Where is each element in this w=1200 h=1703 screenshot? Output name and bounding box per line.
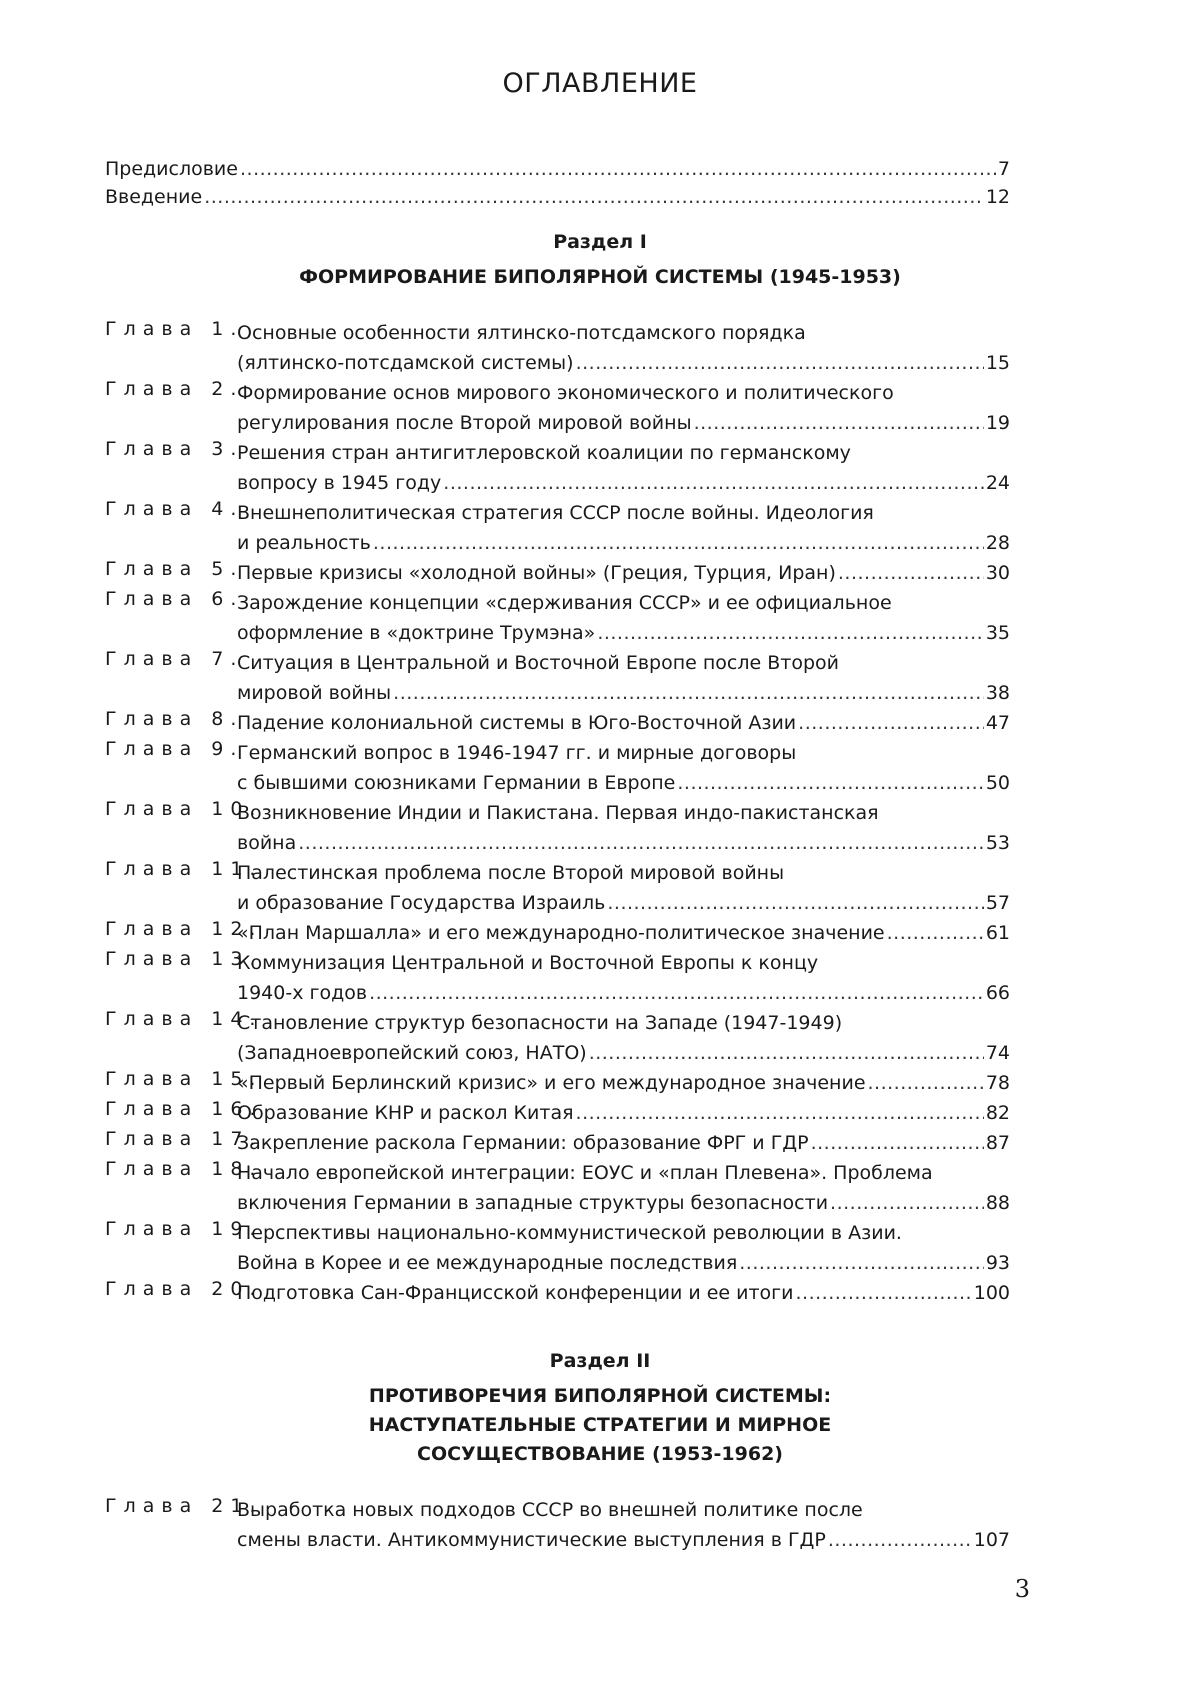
chapter-title-line: (Западноевропейский союз, НАТО): [237, 1042, 587, 1064]
chapter-title-row: [237, 1068, 1010, 1098]
dot-leader: [607, 888, 983, 918]
toc-chapter-entry[interactable]: [105, 918, 1010, 948]
chapter-title-line: война: [237, 832, 297, 854]
dot-leader: [298, 828, 984, 858]
chapter-label: Глава 18.: [105, 1158, 263, 1180]
chapter-title-line: Германский вопрос в 1946-1947 гг. и мирные договоры: [237, 742, 797, 764]
toc-page-number: 88: [985, 1192, 1010, 1214]
chapter-title-row: [237, 708, 1010, 738]
toc-page-number: 47: [985, 712, 1010, 734]
dot-leader: [739, 1248, 984, 1278]
chapter-title-line: Перспективы национально-коммунистической революции в Азии.: [237, 1222, 902, 1244]
section-1-header: [0, 228, 1200, 292]
dot-leader: [393, 678, 984, 708]
toc-page-number: 78: [985, 1072, 1010, 1094]
dot-leader: [443, 468, 984, 498]
dot-leader: [887, 918, 984, 948]
chapter-label: Глава 6.: [105, 588, 244, 610]
toc-page-number: 100: [973, 1282, 1010, 1304]
section-heading-line: СОСУЩЕСТВОВАНИЕ (1953-1962): [417, 1443, 783, 1465]
toc-page-number: 30: [985, 562, 1010, 584]
chapter-title-row: [237, 678, 1010, 708]
toc-page-number: 87: [985, 1132, 1010, 1154]
toc-page-number: 61: [985, 922, 1010, 944]
toc-page-number: 38: [985, 682, 1010, 704]
chapter-title-line: Падение колониальной системы в Юго-Восточной Азии: [237, 712, 797, 734]
chapter-title-line: Становление структур безопасности на Западе (1947-1949): [237, 1012, 843, 1034]
dot-leader: [373, 528, 984, 558]
dot-leader: [204, 183, 984, 211]
chapter-label: Глава 17.: [105, 1128, 263, 1150]
dot-leader: [796, 1278, 972, 1308]
chapter-title-row: [237, 1188, 1010, 1218]
toc-page-number: 28: [985, 532, 1010, 554]
chapter-label: Глава 19.: [105, 1218, 263, 1240]
dot-leader: [240, 155, 996, 183]
dot-leader: [576, 348, 984, 378]
chapter-title-row: [237, 348, 1010, 378]
toc-chapter-entry[interactable]: [105, 948, 1010, 1008]
toc-entry-introduction[interactable]: [105, 183, 1010, 211]
toc-chapter-entry[interactable]: [105, 648, 1010, 708]
chapter-title-line: Начало европейской интеграции: ЕОУС и «план Плевена». Проблема: [237, 1162, 933, 1184]
section-1-chapters: [105, 318, 1010, 1308]
dot-leader: [576, 1098, 984, 1128]
chapter-title-row: [237, 978, 1010, 1008]
dot-leader: [694, 408, 984, 438]
chapter-title-line: Возникновение Индии и Пакистана. Первая индо-пакистанская: [237, 802, 879, 824]
chapter-title-line: регулирования после Второй мировой войны: [237, 412, 692, 434]
chapter-label: Глава 16.: [105, 1098, 263, 1120]
chapter-title-line: с бывшими союзниками Германии в Европе: [237, 772, 676, 794]
section-label: Раздел II: [549, 1350, 651, 1372]
chapter-title-line: Внешнеполитическая стратегия СССР после войны. Идеология: [237, 502, 874, 524]
chapter-title-row: [237, 408, 1010, 438]
section-heading: ФОРМИРОВАНИЕ БИПОЛЯРНОЙ СИСТЕМЫ (1945-1953): [299, 266, 901, 288]
section-heading-line: ПРОТИВОРЕЧИЯ БИПОЛЯРНОЙ СИСТЕМЫ:: [368, 1385, 832, 1407]
toc-chapter-entry[interactable]: [105, 588, 1010, 648]
chapter-title-row: [237, 618, 1010, 648]
dot-leader: [811, 1128, 984, 1158]
chapter-label: Глава 3.: [105, 438, 244, 460]
chapter-title-line: Первые кризисы «холодной войны» (Греция, Турция, Иран): [237, 562, 836, 584]
chapter-title-line: Основные особенности ялтинско-потсдамского порядка: [237, 322, 806, 344]
chapter-title-line: Выработка новых подходов СССР во внешней политике после: [237, 1499, 863, 1521]
chapter-title-line: Подготовка Сан-Францисской конференции и ее итоги: [237, 1282, 794, 1304]
chapter-title-line: Палестинская проблема после Второй мировой войны: [237, 862, 785, 884]
chapter-title-row: [237, 1038, 1010, 1068]
toc-page-number: 35: [985, 622, 1010, 644]
page-number: 3: [1014, 1575, 1030, 1603]
dot-leader: [868, 1068, 984, 1098]
chapter-label: Глава 2.: [105, 378, 244, 400]
chapter-title-line: Решения стран антигитлеровской коалиции по германскому: [237, 442, 851, 464]
chapter-label: Глава 14.: [105, 1008, 263, 1030]
chapter-title-row: [237, 768, 1010, 798]
chapter-title-row: [237, 828, 1010, 858]
toc-chapter-entry[interactable]: [105, 858, 1010, 918]
chapter-title-line: «Первый Берлинский кризис» и его международное значение: [237, 1072, 866, 1094]
toc-chapter-entry[interactable]: [105, 438, 1010, 498]
dot-leader: [589, 1038, 984, 1068]
toc-chapter-entry[interactable]: [105, 498, 1010, 558]
chapter-label: Глава 13.: [105, 948, 263, 970]
chapter-title-line: и образование Государства Израиль: [237, 892, 606, 914]
chapter-title-line: Формирование основ мирового экономического и политического: [237, 382, 894, 404]
dot-leader: [369, 978, 984, 1008]
toc-chapter-entry[interactable]: [105, 1068, 1010, 1098]
chapter-title-row: [237, 1098, 1010, 1128]
dot-leader: [830, 1188, 984, 1218]
toc-page-number: 82: [985, 1102, 1010, 1124]
toc-page-number: 7: [997, 158, 1010, 180]
chapter-label: Глава 5.: [105, 558, 244, 580]
toc-chapter-entry[interactable]: [105, 708, 1010, 738]
chapter-label: Глава 10.: [105, 798, 263, 820]
chapter-label: Глава 11.: [105, 858, 263, 880]
toc-entry-preface[interactable]: [105, 155, 1010, 183]
toc-page-number: 53: [985, 832, 1010, 854]
toc-chapter-entry[interactable]: [105, 318, 1010, 378]
chapter-label: Глава 21.: [105, 1495, 263, 1517]
chapter-title-line: мировой войны: [237, 682, 392, 704]
chapter-title-line: Коммунизация Центральной и Восточной Европы к концу: [237, 952, 819, 974]
toc-entry-text: Предисловие: [105, 158, 238, 180]
chapter-title-line: 1940-х годов: [237, 982, 368, 1004]
chapter-title-line: Ситуация в Центральной и Восточной Европе после Второй: [237, 652, 839, 674]
toc-page-number: 19: [985, 412, 1010, 434]
chapter-title-row: [237, 918, 1010, 948]
chapter-title-row: [237, 1278, 1010, 1308]
toc-page-number: 57: [985, 892, 1010, 914]
chapter-label: Глава 4.: [105, 498, 244, 520]
toc-entry-text: Введение: [105, 186, 203, 208]
chapter-label: Глава 1.: [105, 318, 244, 340]
toc-chapter-entry[interactable]: [105, 1495, 1010, 1555]
chapter-title-line: (ялтинско-потсдамской системы): [237, 352, 574, 374]
chapter-title-row: [237, 468, 1010, 498]
toc-chapter-entry[interactable]: [105, 1158, 1010, 1218]
toc-page-number: 74: [985, 1042, 1010, 1064]
toc-chapter-entry[interactable]: [105, 378, 1010, 438]
toc-chapter-entry[interactable]: [105, 1098, 1010, 1128]
chapter-title-row: [237, 558, 1010, 588]
chapter-title-row: [237, 528, 1010, 558]
dot-leader: [677, 768, 983, 798]
toc-page-number: 66: [985, 982, 1010, 1004]
dot-leader: [828, 1525, 972, 1555]
chapter-title-line: оформление в «доктрине Трумэна»: [237, 622, 596, 644]
toc-chapter-entry[interactable]: [105, 1008, 1010, 1068]
chapter-title-row: [237, 888, 1010, 918]
chapter-label: Глава 7.: [105, 648, 244, 670]
chapter-title-line: Закрепление раскола Германии: образование ФРГ и ГДР: [237, 1132, 809, 1154]
chapter-label: Глава 20.: [105, 1278, 263, 1300]
chapter-title-line: вопросу в 1945 году: [237, 472, 442, 494]
dot-leader: [798, 708, 984, 738]
chapter-title-row: [237, 1248, 1010, 1278]
chapter-title-line: «План Маршалла» и его международно-политическое значение: [237, 922, 885, 944]
chapter-label: Глава 8.: [105, 708, 244, 730]
chapter-title-line: Зарождение концепции «сдерживания СССР» и ее официальное: [237, 592, 892, 614]
chapter-title-line: Образование КНР и раскол Китая: [237, 1102, 574, 1124]
front-matter: [105, 155, 1010, 211]
chapter-label: Глава 12.: [105, 918, 263, 940]
section-2-header: [0, 1347, 1200, 1469]
chapter-label: Глава 15.: [105, 1068, 263, 1090]
chapter-title-line: Война в Корее и ее международные последствия: [237, 1252, 738, 1274]
toc-chapter-entry[interactable]: [105, 558, 1010, 588]
toc-page-number: 50: [985, 772, 1010, 794]
dot-leader: [838, 558, 984, 588]
toc-page-number: 107: [973, 1529, 1010, 1551]
toc-page-number: 24: [985, 472, 1010, 494]
toc-page-number: 12: [985, 186, 1010, 208]
toc-chapter-entry[interactable]: [105, 1128, 1010, 1158]
toc-chapter-entry[interactable]: [105, 738, 1010, 798]
chapter-label: Глава 9.: [105, 738, 244, 760]
section-label: Раздел I: [553, 231, 647, 253]
chapter-title-line: смены власти. Антикоммунистические выступления в ГДР: [237, 1529, 826, 1551]
chapter-title-row: [237, 1128, 1010, 1158]
section-2-chapters: [105, 1495, 1010, 1555]
toc-chapter-entry[interactable]: [105, 798, 1010, 858]
toc-page-number: 93: [985, 1252, 1010, 1274]
chapter-title-line: и реальность: [237, 532, 371, 554]
page-title: ОГЛАВЛЕНИЕ: [502, 68, 698, 99]
chapter-title-row: [237, 1525, 1010, 1555]
dot-leader: [597, 618, 984, 648]
toc-page-number: 15: [985, 352, 1010, 374]
section-heading-line: НАСТУПАТЕЛЬНЫЕ СТРАТЕГИИ И МИРНОЕ: [368, 1414, 832, 1436]
toc-chapter-entry[interactable]: [105, 1218, 1010, 1278]
chapter-title-line: включения Германии в западные структуры безопасности: [237, 1192, 829, 1214]
toc-chapter-entry[interactable]: [105, 1278, 1010, 1308]
